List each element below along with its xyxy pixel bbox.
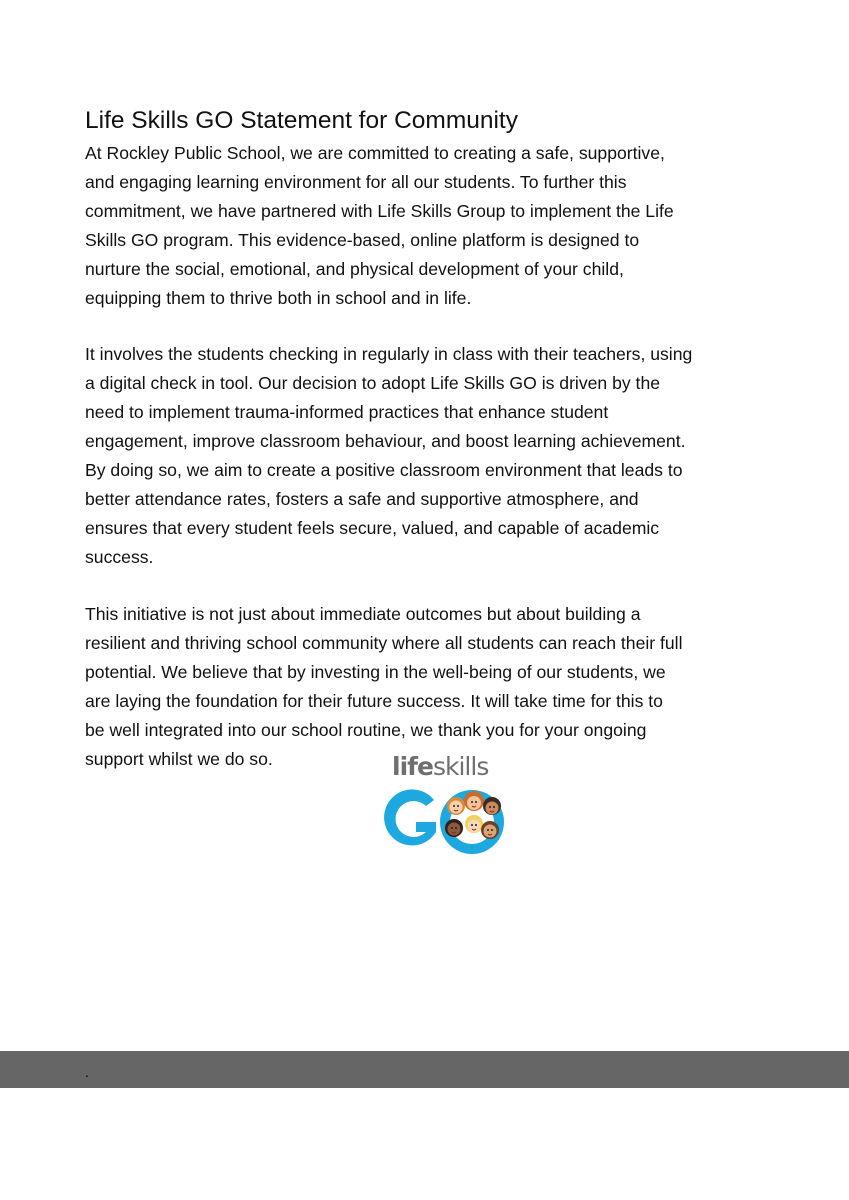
text-line: better attendance rates, fosters a safe and supportive atmosphere, and [85, 489, 639, 509]
text-line: engagement, improve classroom behaviour, and boost learning achievement. [85, 431, 686, 451]
footer-text: . [85, 1064, 89, 1080]
text-line: and engaging learning environment for all our students. To further this [85, 172, 627, 192]
text-line: potential. We believe that by investing in the well-being of our students, we [85, 662, 666, 682]
footer-bar [0, 1051, 849, 1088]
text-line: be well integrated into our school routine, we thank you for your ongoing [85, 720, 647, 740]
text-line: success. [85, 547, 154, 567]
text-line: support whilst we do so. [85, 749, 273, 769]
lifeskills-go-logo [384, 752, 508, 856]
text-line: need to implement trauma-informed practices that enhance student [85, 402, 609, 422]
text-line: It involves the students checking in regularly in class with their teachers, using [85, 344, 693, 364]
logo-word-life: life [392, 752, 433, 781]
text-line: commitment, we have partnered with Life Skills Group to implement the Life [85, 201, 674, 221]
text-line: equipping them to thrive both in school and in life. [85, 288, 472, 308]
page-title: Life Skills GO Statement for Community [85, 107, 518, 134]
logo-wordmark [392, 752, 488, 782]
lifeskills-go-logo-icon [384, 784, 508, 856]
text-line: resilient and thriving school community where all students can reach their full [85, 633, 683, 653]
paragraph-closing [85, 600, 775, 774]
text-line: nurture the social, emotional, and physical development of your child, [85, 259, 624, 279]
logo-word-skills: skills [432, 752, 489, 781]
paragraph-intro [85, 139, 775, 313]
text-line: are laying the foundation for their future success. It will take time for this to [85, 691, 663, 711]
text-line: This initiative is not just about immediate outcomes but about building a [85, 604, 641, 624]
paragraph-rationale [85, 340, 775, 572]
text-line: By doing so, we aim to create a positive classroom environment that leads to [85, 460, 683, 480]
text-line: Skills GO program. This evidence-based, online platform is designed to [85, 230, 640, 250]
text-line: ensures that every student feels secure, valued, and capable of academic [85, 518, 660, 538]
text-line: At Rockley Public School, we are committed to creating a safe, supportive, [85, 143, 665, 163]
text-line: a digital check in tool. Our decision to adopt Life Skills GO is driven by the [85, 373, 661, 393]
